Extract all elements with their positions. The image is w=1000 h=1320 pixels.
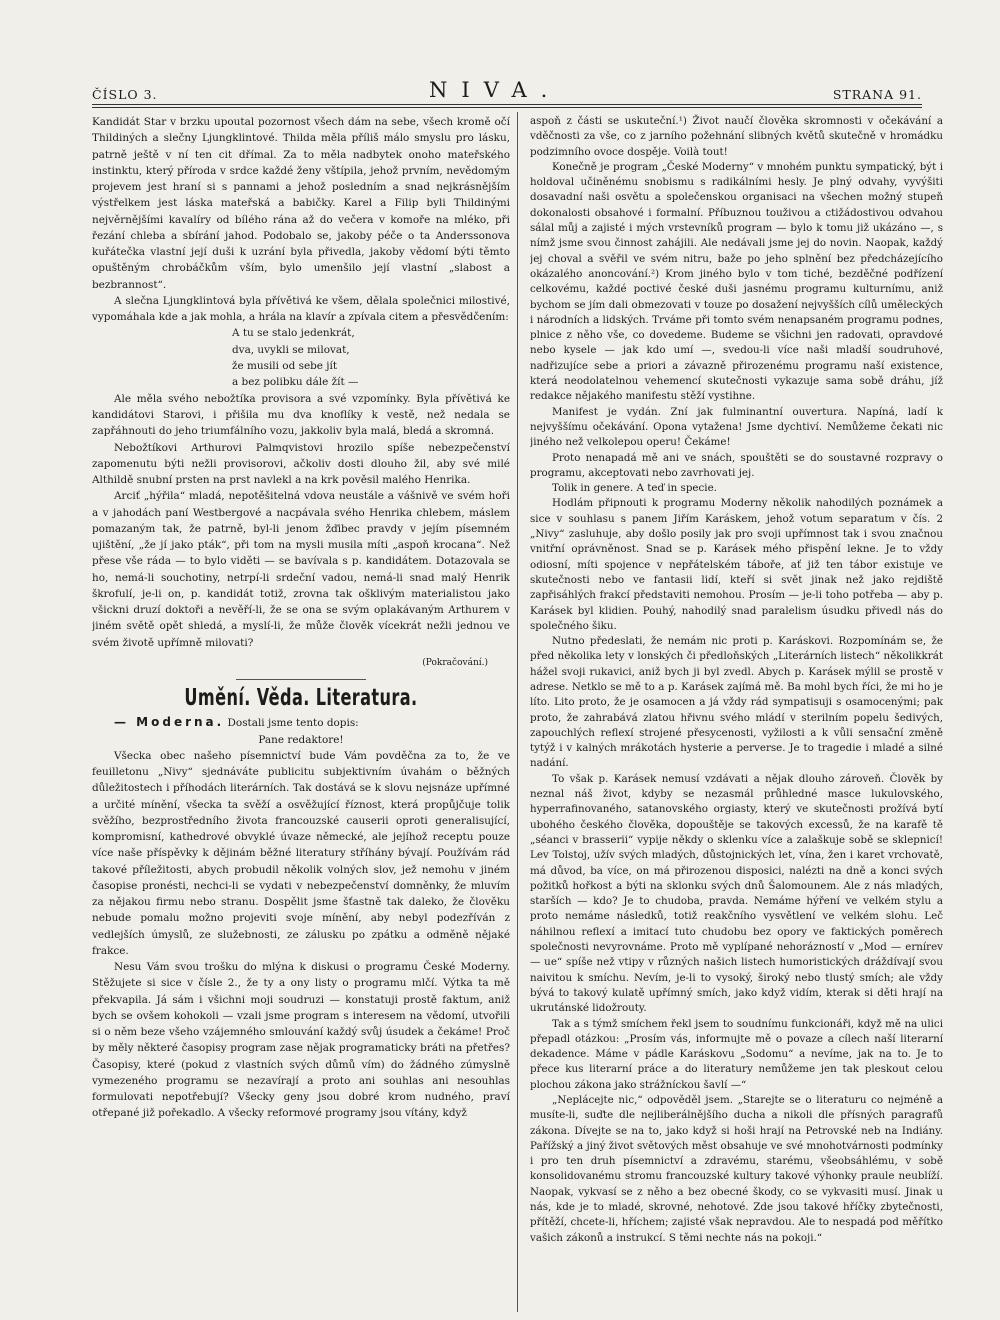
letter-paragraph: Tolik in genere. A teď in specie. bbox=[552, 482, 717, 495]
salutation: Pane redaktore! bbox=[258, 733, 344, 746]
letter-paragraph: Všecka obec našeho písemnictví bude Vám povděčna za to, že ve feuilletonu „Nivy“ sjednáváte publicitu subjektivním úvahám o běžných důležitostech i příhodách literárních. Tak dostává se k slovu nejsnáze upřímné a určité mínění, všecka ta svěží a osvěžující říznost, která propůjčuje tolik svěžího, bezprostředního života francouzské causerii oproti generalisující, kompromisní, kathedrové obvyklé úvaze německé, ale jejíhož receptu pouze více naše příspěvky k dějinám běžné literatury stříhány bývají. Používám rád takové příležitosti, abych probudil několik volných slov, jež nemohu v jiném časopise pronésti, nechci-li se vydati v nebezpečenství domněnky, že mluvím za nějakou firmu nebo stranu. Dospělit jsme šťastně tak daleko, že člověku nebude pomalu možno projeviti svoje mínění, aby nebyl podezříván z vedlejších úmyslů, ze služebnosti, ze zálusku po zpátku a odměně nějaké frakce. bbox=[92, 749, 510, 957]
letter-paragraph: Manifest je vydán. Zní jak fulminantní ouvertura. Napíná, ladí k nejvyššímu očekávání. Opona vytažena! Jsme dychtiví. Nemůžeme čekati nic jiného než velkolepou operu! Čekáme! bbox=[530, 405, 943, 449]
letter-paragraph: Nesu Vám svou trošku do mlýna k diskusi o programu České Moderny. Stěžujete si sice v čísle 2., že ty a ony listy o programu mlčí. Výtka ta mě překvapila. Já sám i všichni moji soudruzi — konstatuji prostě faktum, aniž bych se ovšem kohokoli — vzali jsme program s interesem na vědomí, utvořili si o něm beze všeho vzájemného smlouvání každý svůj úsudek a čekáme! Proč by měly některé časopisy program zase nějak programaticky bráti na přetřes? Časopisy, které (pokud z vlastních svých důmů vím) do žádného zúmyslně vymezeného programu se nezavírají a proto ani souhlas ani nesouhlas formulovati nepotřebují? Všecky geny jsou dobré krom nudného, praví otřepané již pořekadlo. A všecky reformové programy jsou vítány, když bbox=[92, 961, 510, 1120]
moderna-lead: Dostali jsme tento dopis: bbox=[227, 717, 359, 730]
moderna-heading: — Moderna. bbox=[114, 715, 225, 730]
poem-line: že musili od sebe jít bbox=[232, 360, 338, 373]
page-number: STRANA 91. bbox=[832, 87, 922, 102]
letter-paragraph: Nutno předeslati, že nemám nic proti p. Karáskovi. Rozpomínám se, že před několika lety v lonských či předloňských „Literárních listech“ několikkrát hážel svoji rukavici, aniž bych ji byl zvedl. Abych p. Karásek mýlil se prostě v adrese. Netklo se mě to a p. Karásek zajímá mě. Ba mohl bych říci, že mi ho je líto. Lito proto, že je osamocen a já vždy rád sympatisuji s osamocenými; pak proto, že zahrabává zlatou hřivnu svého mládí v sterilním popelu šedivých, zapouchlých reflexí strojené přesycenosti, vyžilosti a k vůli sensační změně tytýž i v kalných mrákotách hysterie a perverse. Je to tragedie i mladé a silné nadání. bbox=[530, 635, 943, 770]
section-title: Umění. Věda. Literatura. bbox=[184, 685, 418, 712]
section-rule bbox=[236, 679, 366, 680]
right-column bbox=[530, 114, 943, 1320]
moderna-lead-paragraph bbox=[92, 714, 510, 731]
story-paragraph: Kandidát Star v brzku upoutal pozornost všech dám na sebe, všech kromě očí Thildiných a slečny Ljungklintové. Thilda měla příliš málo smyslu pro lásku, patrně ještě v ní ten cit dřímal. Za to měla nadbytek onoho mateřského instinktu, který příroda v srdce každé ženy vštípila, jehož prvním, nevědomým projevem jest hraní si s pannami a jehož posledním a snad nejkrásnějším výstřelkem jest láska mateřská a babičky. Karel a Filip byli Thildinými nejvěrnějšími kavalíry od bílého rána až do večera v komoře na mléko, při řezání chleba a sbírání jahod. Podobalo se, jakoby péče o ta Anderssonova kuřátečka vlastní její duši k uzrání byla přivedla, jakoby vědomí býti těmto opuštěným chrobáčkům vším, bylo umenšilo její vlastní „slabost a bezbrannost“. bbox=[92, 116, 510, 291]
letter-paragraph: aspoň z části se uskuteční.¹) Život naučí člověka skromnosti v očekávání a vděčnosti za vše, co z jarního požehnání slibných květů skutečně v hromádku podzimního ovoce dospěje. Voilà tout! bbox=[530, 115, 943, 158]
letter-paragraph: To však p. Karásek nemusí vzdávati a nějak dlouho zároveň. Člověk by neznal náš život, kdyby se nezasmál průhledné masce lukulovského, hyperrafinovaného, satanovského orgiasty, který ve skutečnosti prožívá bytí ubohého českého člověka, dopouštěje se takových excessů, že na karafě tě „séanci v brasserii“ vypije někdy o sklenku více a zalaškuje sobě se sklepnicí! Lev Tolstoj, užív svých mladých, důstojnických let, vína, žen i karet vrchovatě, má důvod, ba více, on má přirozenou disposici, nalézti na dně a konci svých požitků hořkost a býti na sklonku svých dnů Šalomounem. Ale z nás mladých, starších — kdo? Je to chudoba, pravda. Nemáme hýření ve velkém stylu a proto nemáme následků, totiž reakčního vysvětlení ve velkém slohu. Leč náhilnou reflexí a imitací tuto chudobu bez opory ve faktických poměrech společnosti nevyrovnáme. Proto mě vyplípané nehorázností v „Mod — ernírev — ue“ spíše než vtipy v různých našich listech humoristických dráždívají svou naivitou k smíchu. Nevím, je-li to vysoký, široký nebo tlustý smích; ale vždy bývá to takový kulatě upřímný smích, jako když vidím, kterak si děti hrají na ukrutánské lidožrouty. bbox=[530, 772, 943, 1015]
poem-line: a bez polibku dále žít — bbox=[232, 376, 359, 389]
left-column bbox=[92, 114, 510, 1320]
poem bbox=[232, 325, 510, 391]
letter-paragraph: „Neplácejte nic,“ odpověděl jsem. „Starejte se o literaturu co nejméně a musíte-li, suďte dle nejliberálnějšího ducha a nikoli dle přísných paragrafů zákona. Dívejte se na to, jako když si hoši hrají na Petrovské neb na Indiány. Pařížský a jiný život světových měst obsahuje ve své mnohotvárnosti podmínky i pro ten druh písemnictví a zdravému, starému, všeobsáhlému, v sobě konsolidovanému stromu francouzské kultury takové výhonky praule neublíží. Naopak, vykvasí se z něho a bez obecné škody, co se vykvasiti musí. Jinak u nás, kde je to mladé, skrovné, nehotové. Zde jsou takové hříčky zbytečnosti, přítěží, chcete-li, hříchem; zajisté však nepravdou. Ale to nespadá pod měřítko vašich zákonů a instrukcí. S těmi nechte nás na pokoji.“ bbox=[530, 1094, 943, 1244]
poem-line: A tu se stalo jedenkrát, bbox=[232, 327, 355, 340]
issue-number: ČÍSLO 3. bbox=[92, 87, 158, 102]
continuation-note: (Pokračování.) bbox=[422, 657, 488, 668]
story-paragraph: Nebožtíkovi Arthurovi Palmqvistovi hrozilo spíše nebezpečenství zapomenutu býti nežli provisorovi, ačkoliv dosti dlouho žil, aby své milé Althildě snubní prsten na prst navlekl a na krk pověsil malého Henrika. bbox=[92, 441, 510, 487]
journal-title: NIVA. bbox=[429, 78, 562, 102]
letter-paragraph: Konečně je program „České Moderny“ v mnohém punktu sympatický, být i holdoval učiněnému snobismu s radikálními hesly. Je plný odvahy, vyvýšiti dosavadní naši osvětu a společenskou organisaci na všechen možný stupeň dokonalosti obsahové i formalní. Příbuznou touživou a ctižádostivou odvahou sálal můj a zajisté i mých vrstevníků program — bylo k tomu již ukázáno —, s nímž jsme svou činnost zahájili. Ale nedávali jsme jej do novin. Naopak, každý jej choval a svěřil ve svém nitru, baže po jeho splnění bez předcházejícího okázalého anoncování.²) Krom jiného bylo v tom tiché, bezděčné podřízení celkovému, každé poctivé české duši jasnému programu kulturnímu, aniž bychom se jím dali obmezovati v touze po dosažení nejvyšších cílů uměleckých i národních a lidských. Trváme při tomto svém nenapsaném programu podnes, plnice z něho vše, co dovedeme. Budeme se všichni jen radovati, opravdové nebo kysele — jak kdo umí —, svedou-li více naši mladší soudruhové, nadřizujíce sebe a priori a závazně přirozenému programu naší existence, která neodolatelnou vehemencí skutečnosti vykazuje sama sobě dráhu, jíž redakce nějakého manifestu stěží vystihne. bbox=[530, 160, 943, 403]
poem-line: dva, uvykli se milovat, bbox=[232, 343, 350, 356]
letter-paragraph: Tak a s týmž smíchem řekl jsem to soudnímu funkcionáři, když mě na ulici přepadl otázkou: „Prosím vás, informujte mě o povaze a cílech naší literarní dekadence. Máme v pádle Karáskovu „Sodomu“ a nevíme, jak na to. Je to přece kus literarní práce a do literatury nemůžeme jen tak pleskout celou plochou zákona jako strážníckou šavlí —“ bbox=[530, 1017, 943, 1091]
story-paragraph: Ale měla svého nebožtíka provisora a své vzpomínky. Byla přívětivá ke kandidátovi Starovi, i přišila mu dva knoflíky k vestě, než nedala se zapřáhnouti do jeho triumfálního vozu, jakkoliv byla malá, bledá a skromná. bbox=[92, 392, 510, 438]
column-divider bbox=[517, 112, 518, 1312]
story-paragraph: A slečna Ljungklintová byla přívětivá ke všem, dělala společnici milostivé, vypomáhala kde a jak mohla, a hrála na klavír a zpívala citem a přesvědčením: bbox=[92, 294, 510, 323]
header-double-rule bbox=[92, 104, 922, 108]
running-header bbox=[92, 76, 922, 102]
letter-paragraph: Hodlám připnouti k programu Moderny několik nahodilých poznámek a sice v souhlasu s panem Jiřím Karáskem, jehož votum separatum v čís. 2 „Nivy“ zasluhuje, aby došlo posily jak pro svoji upřímnost tak i svou značnou vnitřní oprávněnost. Snad se p. Karásek mého přispění lekne. Je to vždy odiosní, míti spojence v nepřátelském táboře, ať již ten tábor existuje ve skutečnosti nebo ve fantasii lidí, kteří si svět jinak než jako rejdiště zapřisáhlých frakcí představiti nemohou. Prosím — je-li toho potřeba — aby p. Karásek byl klidien. Pouhý, nahodilý snad paralelism úsudku přivedl nás do společného šiku. bbox=[530, 497, 943, 632]
letter-paragraph: Proto nenapadá mě ani ve snách, spouštěti se do soustavné rozpravy o programu, akceptovati nebo zavrhovati jej. bbox=[530, 451, 943, 479]
story-paragraph: Arciť „hýřila“ mladá, nepotěšitelná vdova neustále a vášnivě ve svém hoři a v jahodách paní Westbergové a nacpávala svého Henrika chlebem, máslem pomazaným tak, že patrně, byl-li jenom žďibec pravdy v jejím písemném ujištění, „že jí jako pták“, při tom na mysli musila míti „aspoň krocana“. Než přese vše ráda — to bylo viděti — se bavívala s p. kandidátem. Dotazovala se ho, nemá-li souchotiny, netrpí-li srdeční vadou, nemá-li snad malý Henrik škrofulí, je-li on, p. kandidát totiž, zrovna tak ošklivým materialistou jako všickni druzí doktoři a nevěří-li, že se ona se svým oplakávaným Arthurem v jiném světě opět shledá, a myslí-li, že může člověk vícekrát nežli jednou ve svém životě upřímně milovati? bbox=[92, 490, 510, 649]
